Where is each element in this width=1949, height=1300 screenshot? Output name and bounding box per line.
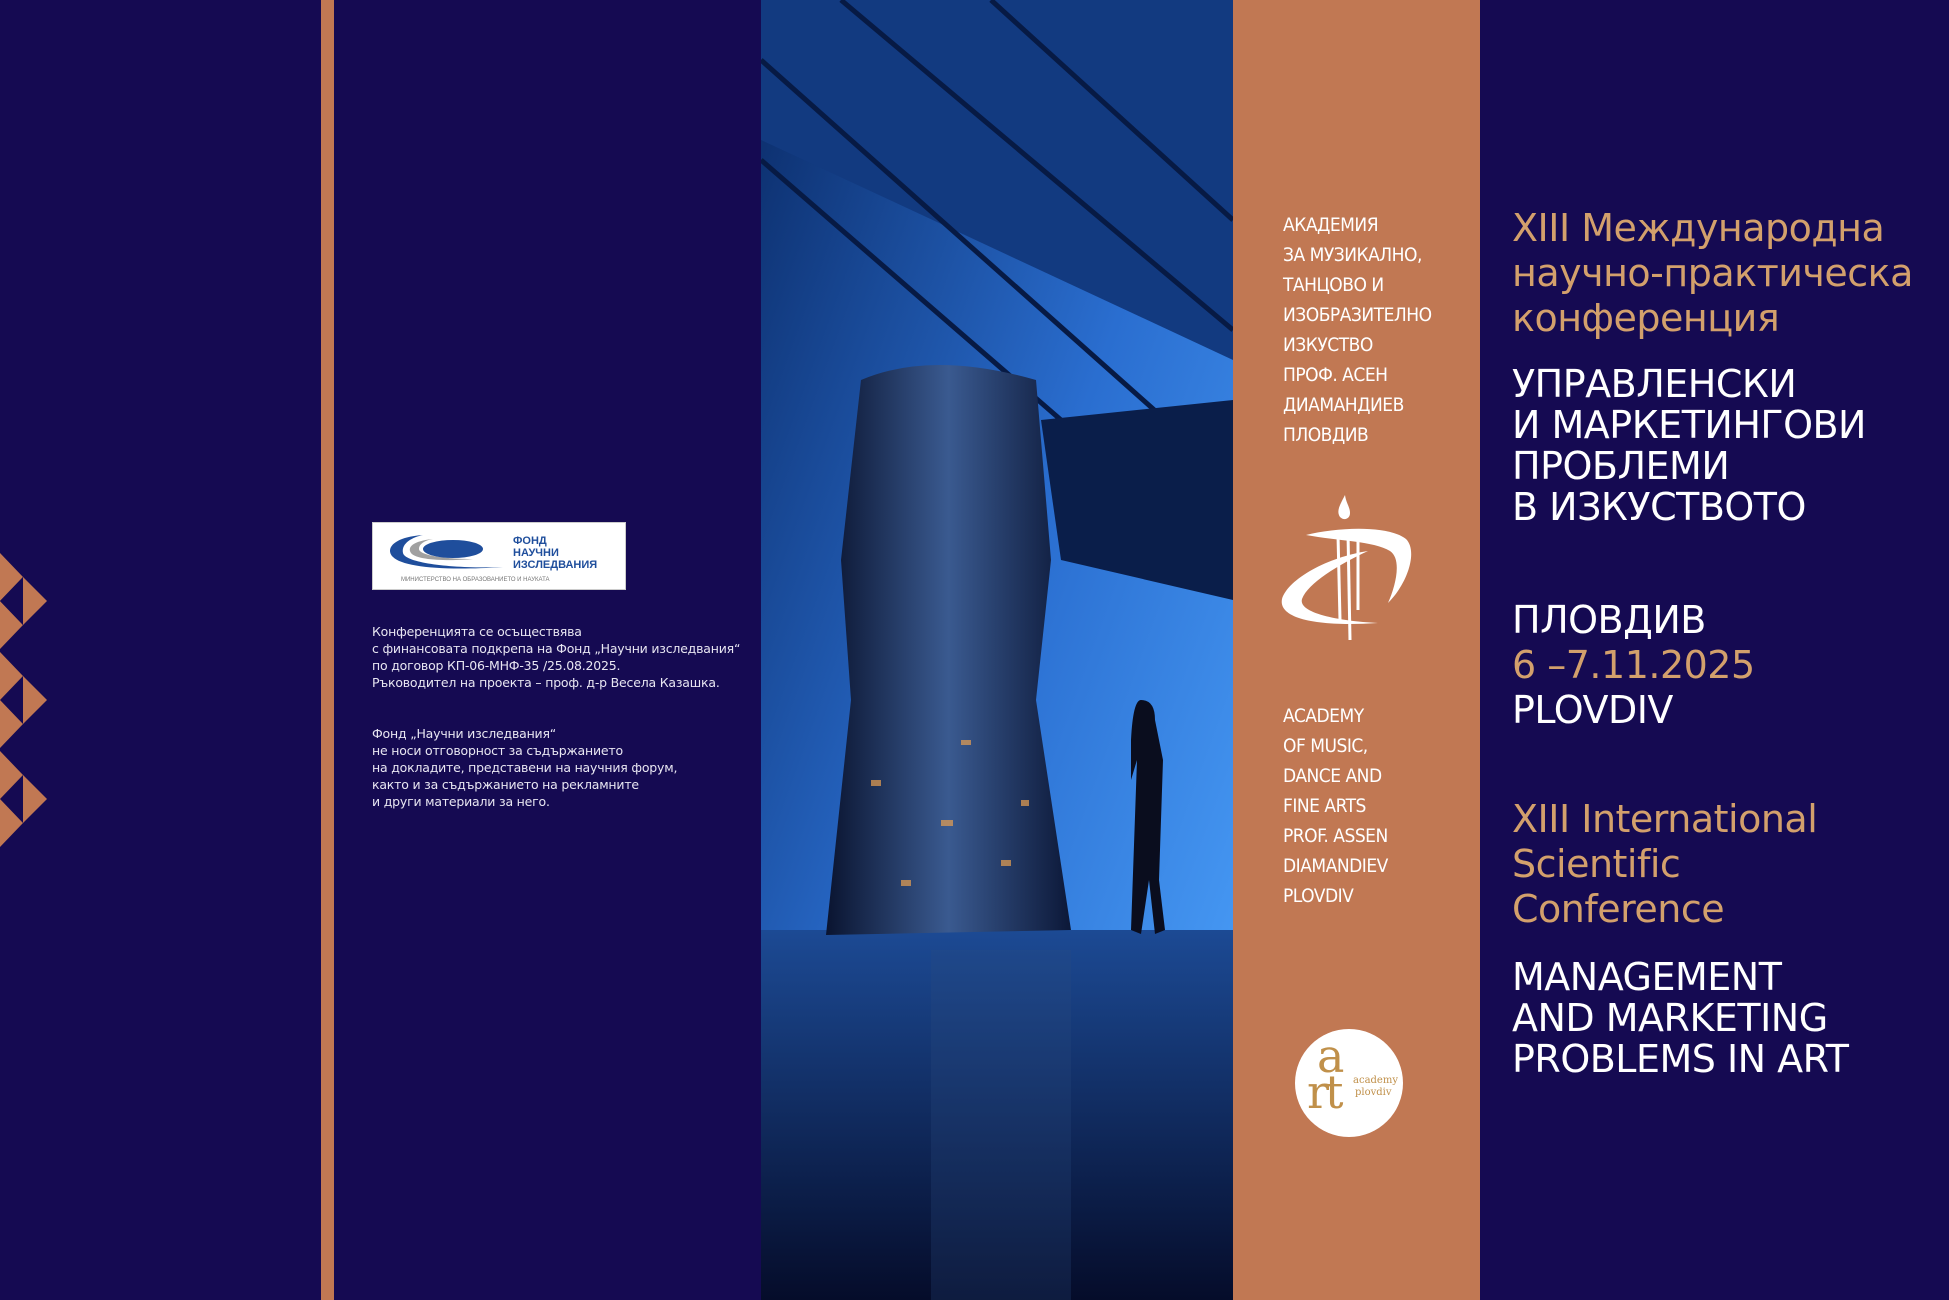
title-line: В ИЗКУСТВОТО xyxy=(1512,485,1806,529)
academy-bg-line: ИЗОБРАЗИТЕЛНО xyxy=(1283,304,1432,326)
academy-name-en xyxy=(1283,701,1388,911)
academy-bg-line: АКАДЕМИЯ xyxy=(1283,214,1379,236)
title-line: И МАРКЕТИНГОВИ xyxy=(1512,403,1866,447)
funding-line: Конференцията се осъществява xyxy=(372,624,582,639)
academy-en-line: ACADEMY xyxy=(1283,705,1364,727)
academy-en-line: DIAMANDIEV xyxy=(1283,855,1388,877)
art-logo-plovdiv: plovdiv xyxy=(1355,1087,1392,1098)
academy-bg-line: ДИАМАНДИЕВ xyxy=(1283,394,1404,416)
academy-bg-line: ЗА МУЗИКАЛНО, xyxy=(1283,244,1422,266)
academy-bg-line: ПЛОВДИВ xyxy=(1283,424,1369,446)
disclaimer xyxy=(372,725,677,810)
disclaimer-line: на докладите, представени на научния форум, xyxy=(372,760,678,775)
disclaimer-line: не носи отговорност за съдържанието xyxy=(372,743,623,758)
art-logo-rt: rt xyxy=(1307,1065,1340,1119)
academy-bg-line: ПРОФ. АСЕН xyxy=(1283,364,1388,386)
title-line: ПРОБЛЕМИ xyxy=(1512,444,1730,488)
title-line: PROBLEMS IN ART xyxy=(1512,1037,1849,1081)
sponsor-ministry: МИНИСТЕРСТВО НА ОБРАЗОВАНИЕТО И НАУКАТА xyxy=(401,577,550,583)
academy-panel xyxy=(1233,0,1480,1300)
conference-title-bg xyxy=(1512,364,1866,528)
triangle-pattern xyxy=(0,553,50,848)
academy-bg-line: ТАНЦОВО И xyxy=(1283,274,1384,296)
art-academy-logo xyxy=(1295,1029,1403,1137)
academy-en-line: PLOVDIV xyxy=(1283,885,1354,907)
city-en: PLOVDIV xyxy=(1512,688,1673,732)
funding-line: Ръководител на проекта – проф. д-р Весела Казашка. xyxy=(372,675,720,690)
academy-bg-line: ИЗКУСТВО xyxy=(1283,334,1373,356)
conference-panel xyxy=(1480,0,1949,1300)
left-panel xyxy=(0,0,321,1300)
funding-note xyxy=(372,623,740,691)
subtitle-line: конференция xyxy=(1512,296,1780,340)
sponsor-swoosh-icon xyxy=(383,531,513,575)
subtitle-line: Scientific xyxy=(1512,842,1681,886)
funding-line: по договор КП-06-МНФ-35 /25.08.2025. xyxy=(372,658,621,673)
subtitle-line: XIII Международна xyxy=(1512,206,1885,250)
academy-en-line: FINE ARTS xyxy=(1283,795,1366,817)
subtitle-line: Conference xyxy=(1512,887,1725,931)
conference-subtitle-bg xyxy=(1512,206,1913,341)
academy-en-line: OF MUSIC, xyxy=(1283,735,1368,757)
title-line: УПРАВЛЕНСКИ xyxy=(1512,362,1797,406)
venue xyxy=(1512,598,1755,733)
academy-emblem-icon xyxy=(1278,495,1413,640)
sponsor-name-3: ИЗСЛЕДВАНИЯ xyxy=(513,559,598,571)
sponsor-name-1: ФОНД xyxy=(513,535,547,547)
conference-dates: 6 –7.11.2025 xyxy=(1512,643,1755,687)
title-line: AND MARKETING xyxy=(1512,996,1828,1040)
city-bg: ПЛОВДИВ xyxy=(1512,598,1706,642)
radio-tower-photo xyxy=(761,0,1233,1300)
disclaimer-line: както и за съдържанието на рекламните xyxy=(372,777,639,792)
academy-en-line: DANCE AND xyxy=(1283,765,1382,787)
sponsor-logo xyxy=(372,522,626,590)
copper-stripe xyxy=(321,0,334,1300)
subtitle-line: XIII International xyxy=(1512,797,1818,841)
title-line: MANAGEMENT xyxy=(1512,955,1782,999)
conference-subtitle-en xyxy=(1512,797,1817,932)
disclaimer-line: и други материали за него. xyxy=(372,794,550,809)
academy-en-line: PROF. ASSEN xyxy=(1283,825,1388,847)
art-logo-academy: academy xyxy=(1353,1075,1398,1086)
sponsor-name-2: НАУЧНИ xyxy=(513,547,559,559)
art-logo-a: a xyxy=(1317,1029,1345,1083)
subtitle-line: научно-практическа xyxy=(1512,251,1913,295)
disclaimer-line: Фонд „Научни изследвания“ xyxy=(372,726,557,741)
gallery-photo xyxy=(761,0,1233,1300)
academy-name-bg xyxy=(1283,210,1432,450)
conference-title-en xyxy=(1512,957,1849,1080)
funding-line: с финансовата подкрепа на Фонд „Научни изследвания“ xyxy=(372,641,741,656)
